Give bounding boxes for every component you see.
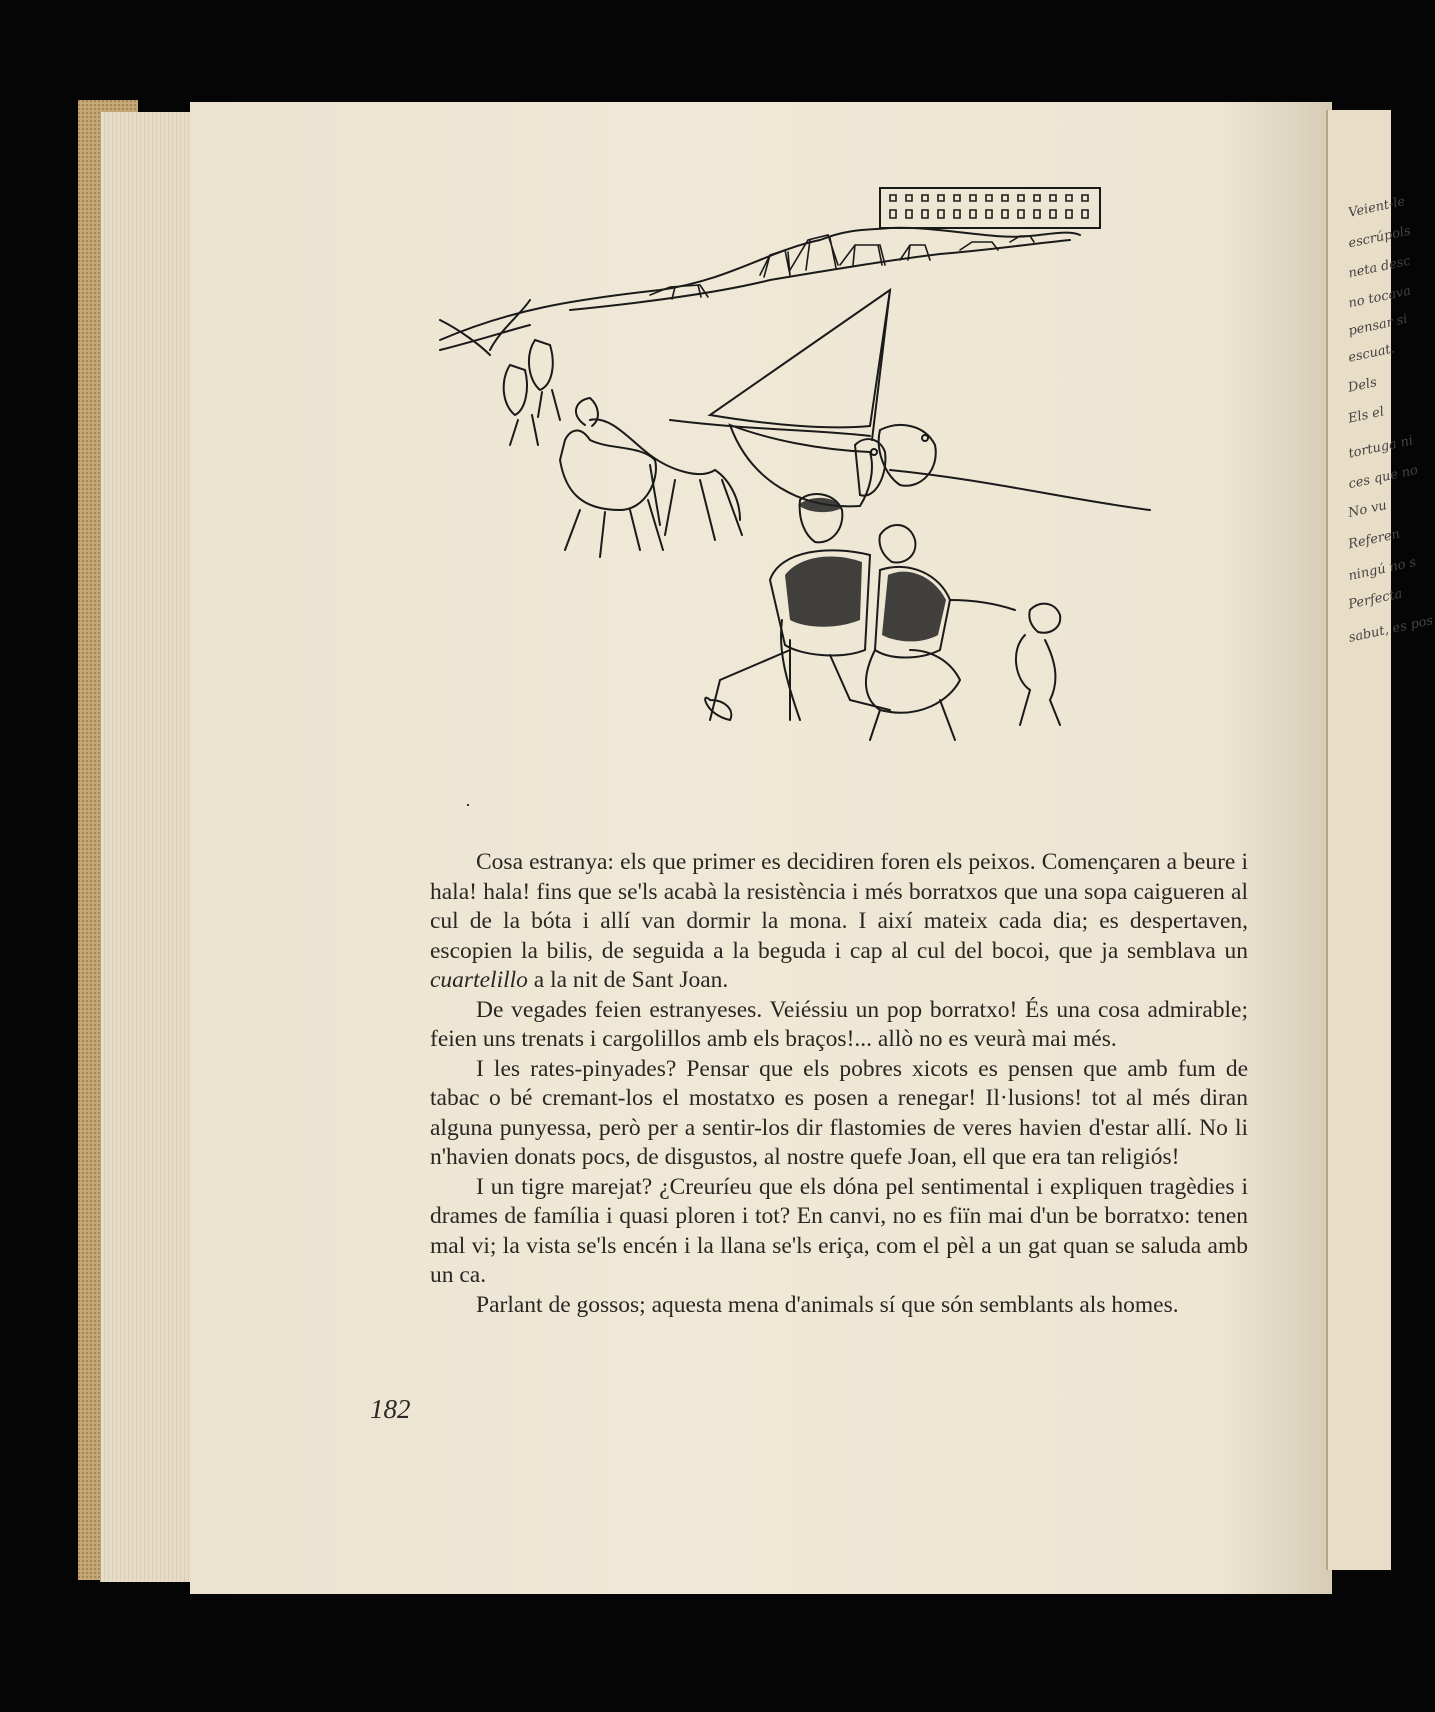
shaded-blouse bbox=[882, 572, 946, 642]
paragraph-5: Parlant de gossos; aquesta mena d'animals sí que són semblants als homes. bbox=[476, 1291, 1179, 1318]
facing-page bbox=[1326, 110, 1435, 1570]
procession-animals bbox=[650, 235, 1034, 299]
paragraph-1-end: a la nit de Sant Joan. bbox=[527, 967, 729, 993]
paragraph-4: I un tigre marejat? ¿Creuríeu que els dóna pel sentimental i expliquen tragèdies i drames de família i quasi ploren i tot? En canvi, no es fiïn mai d'un be borratxo: tenen mal vi; la vista se'ls encén i la llana se'ls eriça, com el pèl a un gat quan se saluda amb un ca. bbox=[430, 1173, 1248, 1288]
facing-page-line: pensar si bbox=[1347, 311, 1409, 340]
family-figures bbox=[705, 494, 1060, 740]
facing-page-line: No vu bbox=[1346, 498, 1389, 521]
facing-page-line: Els el bbox=[1346, 404, 1386, 427]
facing-page-line: Referen bbox=[1347, 526, 1402, 553]
hill-lower bbox=[570, 240, 1070, 310]
facing-page-line: ces que no bbox=[1347, 462, 1420, 493]
paragraph-3: I les rates-pinyades? Pensar que els pobres xicots es pensen que amb fum de tabac o bé cremant-los el mostatxo es posen a renegar! Il·lusions! tot al més diran alguna punyessa, però per a sentir-los dir flastomies de veres havien d'estar allí. No li n'havien donats pocs, de disgustos, al nostre quefe Joan, ell que era tan religiós! bbox=[430, 1055, 1248, 1170]
paragraph-2: De vegades feien estranyeses. Veiéssiu un pop borratxo! És una cosa admirable; feien uns trenats i cargolillos amb els braços!... allò no es veurà mai més. bbox=[430, 996, 1248, 1052]
facing-page-line: no tocava bbox=[1347, 283, 1413, 312]
horses bbox=[560, 398, 742, 557]
body-text bbox=[430, 848, 1248, 1320]
italic-word: cuartelillo bbox=[430, 967, 528, 993]
birds-on-branch bbox=[504, 340, 560, 445]
facing-page-line: sabut, es pos bbox=[1347, 613, 1435, 646]
hill-line bbox=[440, 228, 1080, 340]
illustration bbox=[470, 180, 1210, 790]
facing-page-line: Veient-le bbox=[1347, 194, 1407, 221]
boat-hull bbox=[730, 425, 872, 506]
facing-page-line: neta desc bbox=[1347, 253, 1413, 282]
page-number: 182 bbox=[370, 1394, 411, 1424]
ink-dot bbox=[467, 804, 469, 806]
facing-page-line: ningú no s bbox=[1347, 555, 1418, 584]
horizon-line bbox=[670, 420, 1150, 510]
paragraph-1 bbox=[430, 848, 1248, 996]
shaded-jacket bbox=[785, 556, 862, 626]
facing-page-line: escuat. bbox=[1346, 341, 1397, 366]
facing-page-line: Dels bbox=[1346, 375, 1379, 396]
sail bbox=[710, 290, 890, 427]
paragraph-1-text: Cosa estranya: els que primer es decidiren foren els peixos. Començaren a beure i hala! hala! fins que se'ls acabà la resistència i més borratxos que una sopa caigueren al cul de la bóta i allí van dormir la mona. I així mateix cada dia; es despertaven, escopien la bilis, de seguida a la beguda i cap al cul del bocoi, que ja semblava un bbox=[430, 849, 1248, 964]
facing-page-line: tortuga ni bbox=[1347, 433, 1415, 462]
facing-page-line: Perfecta bbox=[1347, 586, 1404, 613]
mast bbox=[872, 290, 890, 440]
building bbox=[880, 188, 1100, 228]
building-windows bbox=[890, 195, 1088, 218]
facing-page-line: escrúpols bbox=[1347, 223, 1413, 252]
